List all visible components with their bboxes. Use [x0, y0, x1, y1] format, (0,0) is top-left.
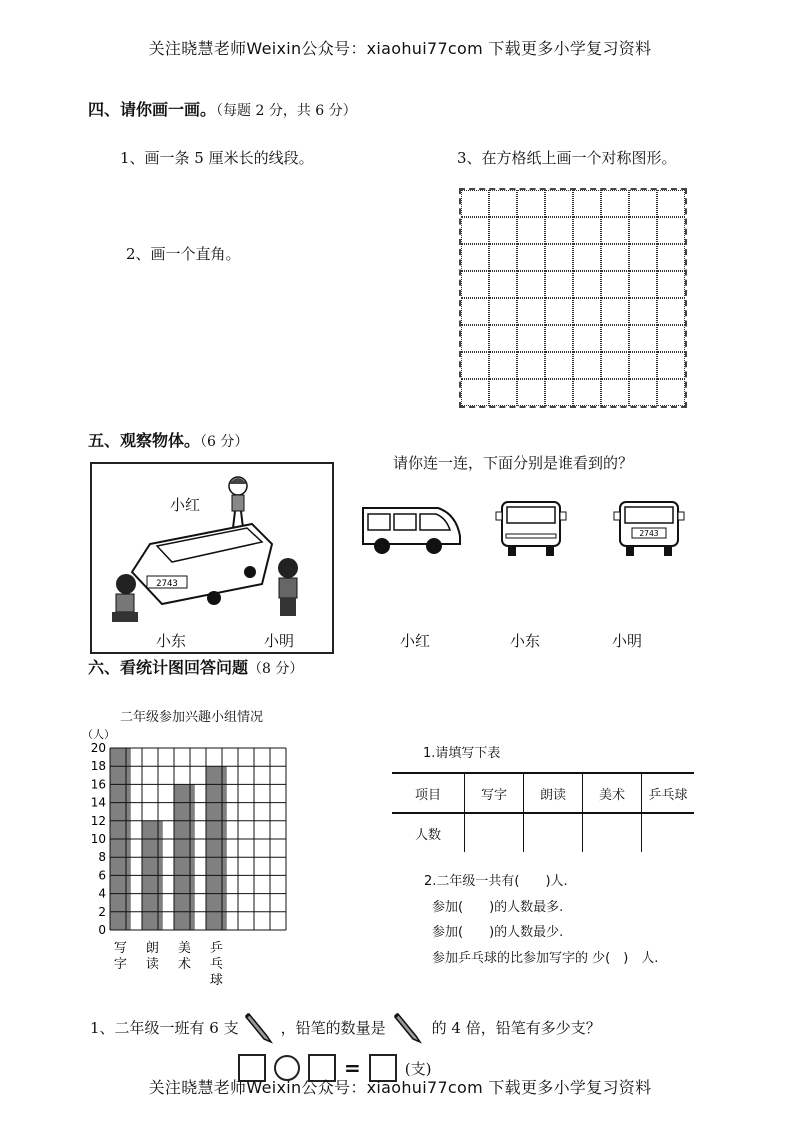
section6-points: （8 分） — [248, 661, 304, 677]
table-header-cell: 美术 — [583, 773, 642, 813]
grid-cell[interactable] — [461, 379, 489, 406]
y-tick-label: 18 — [90, 759, 106, 774]
grid-cell[interactable] — [629, 271, 657, 298]
bar-4 — [206, 766, 227, 930]
grid-cell[interactable] — [629, 352, 657, 379]
y-tick-label: 0 — [98, 923, 106, 937]
bar-chart — [80, 722, 310, 992]
grid-cell[interactable] — [573, 244, 601, 271]
grid-cell[interactable] — [545, 298, 573, 325]
table-row-label: 人数 — [414, 827, 441, 843]
table-input-cell[interactable] — [524, 813, 583, 852]
table-header-cell: 项目 — [414, 787, 441, 803]
table-input-cell[interactable] — [642, 813, 695, 852]
grid-cell[interactable] — [657, 244, 685, 271]
grid-cell[interactable] — [545, 271, 573, 298]
y-tick-label: 20 — [90, 741, 106, 755]
table-header-cell: 乒乓球 — [642, 773, 695, 813]
y-tick-label: 6 — [98, 868, 106, 883]
word-problem — [90, 1010, 601, 1044]
y-tick-label: 16 — [90, 777, 106, 792]
boy-left-figure-icon — [112, 574, 138, 622]
bus-front-view-icon — [494, 498, 568, 560]
grid-cell[interactable] — [629, 190, 657, 217]
grid-cell[interactable] — [517, 190, 545, 217]
grid-cell[interactable] — [545, 190, 573, 217]
x-tick-label: 乓 — [209, 957, 223, 972]
answer-label-xiaohong: 小红 — [400, 632, 431, 650]
y-tick-label: 10 — [90, 832, 106, 846]
question-4-3: 3、在方格纸上画一个对称图形。 — [457, 149, 677, 167]
table-header-cell: 写字 — [465, 773, 524, 813]
section6-title: 六、看统计图回答问题 — [88, 658, 249, 677]
grid-cell[interactable] — [601, 352, 629, 379]
table-input-cell[interactable] — [583, 813, 642, 852]
grid-cell[interactable] — [545, 379, 573, 406]
section4-points: （每题 2 分，共 6 分） — [216, 103, 357, 119]
grid-cell[interactable] — [573, 190, 601, 217]
answer-label-xiaoming: 小明 — [612, 632, 643, 650]
grid-cell[interactable] — [657, 190, 685, 217]
y-tick-label: 8 — [98, 850, 106, 865]
x-tick-label: 美 — [177, 941, 191, 956]
scene-drawing — [92, 464, 332, 652]
section5-points: （6 分） — [200, 434, 249, 450]
boy-right-figure-icon — [278, 558, 298, 616]
grid-cell[interactable] — [629, 244, 657, 271]
grid-cell[interactable] — [573, 352, 601, 379]
grid-cell[interactable] — [601, 244, 629, 271]
section4-heading — [88, 97, 357, 120]
question-4-2: 2、画一个直角。 — [126, 245, 241, 263]
grid-cell[interactable] — [489, 298, 517, 325]
table-header-row — [392, 773, 694, 813]
grid-cell[interactable] — [573, 271, 601, 298]
back-view-plate: 2743 — [639, 529, 659, 538]
grid-cell[interactable] — [517, 352, 545, 379]
scene-label-xiaodong: 小东 — [156, 632, 187, 650]
grid-cell[interactable] — [601, 190, 629, 217]
q2-line-3: 参加( )的人数最少. — [432, 925, 564, 940]
y-tick-label: 2 — [98, 904, 106, 919]
grid-cell[interactable] — [489, 217, 517, 244]
grid-cell[interactable] — [545, 352, 573, 379]
grid-cell[interactable] — [461, 244, 489, 271]
grid-cell[interactable] — [573, 217, 601, 244]
y-tick-label: 14 — [90, 795, 106, 810]
x-tick-label: 球 — [209, 973, 223, 988]
table-prompt: 1.请填写下表 — [423, 746, 501, 761]
grid-cell[interactable] — [489, 379, 517, 406]
y-axis-label: （人） — [82, 728, 115, 741]
word-problem-part-c: 的 4 倍，铅笔有多少支？ — [431, 1018, 601, 1037]
grid-cell[interactable] — [461, 352, 489, 379]
x-tick-label: 术 — [177, 957, 191, 972]
grid-cell[interactable] — [489, 271, 517, 298]
q2-line-1: 2.二年级一共有( )人. — [424, 874, 568, 889]
stats-table — [392, 772, 694, 852]
grid-cell[interactable] — [657, 217, 685, 244]
grid-cell[interactable] — [629, 298, 657, 325]
grid-cell[interactable] — [573, 298, 601, 325]
grid-cell[interactable] — [573, 325, 601, 352]
section6-heading — [88, 655, 303, 678]
square-grid-paper — [459, 188, 687, 408]
scene-label-xiaoming: 小明 — [264, 632, 295, 650]
grid-cell[interactable] — [657, 271, 685, 298]
grid-cell[interactable] — [601, 298, 629, 325]
grid-cell[interactable] — [601, 271, 629, 298]
grid-cell[interactable] — [461, 271, 489, 298]
grid-cell[interactable] — [461, 217, 489, 244]
grid-cell[interactable] — [489, 190, 517, 217]
table-input-cell[interactable] — [465, 813, 524, 852]
table-row — [392, 813, 694, 852]
grid-cell[interactable] — [573, 379, 601, 406]
grid-cell[interactable] — [601, 379, 629, 406]
section5-title: 五、观察物体。 — [88, 431, 201, 450]
section4-title: 四、请你画一画。 — [88, 100, 217, 119]
section5-instruction: 请你连一连，下面分别是谁看到的？ — [393, 454, 634, 472]
q2-line-2: 参加( )的人数最多. — [432, 900, 564, 915]
unit-label: (支) — [404, 1059, 432, 1078]
grid-cell[interactable] — [489, 325, 517, 352]
grid-cell[interactable] — [601, 217, 629, 244]
grid-cell[interactable] — [629, 217, 657, 244]
question-4-1: 1、画一条 5 厘米长的线段。 — [120, 149, 314, 167]
word-problem-part-b: ，铅笔的数量是 — [280, 1018, 386, 1037]
car-scene-icon — [132, 524, 272, 605]
grid-cell[interactable] — [601, 325, 629, 352]
grid-cell[interactable] — [657, 298, 685, 325]
scene-label-xiaohong: 小红 — [170, 496, 201, 514]
grid-cell[interactable] — [517, 379, 545, 406]
word-problem-part-a: 1、二年级一班有 6 支 — [90, 1018, 239, 1037]
x-tick-label: 写 — [113, 941, 127, 956]
grid-cell[interactable] — [461, 325, 489, 352]
grid-cell[interactable] — [517, 217, 545, 244]
q2-line-4: 参加乒乓球的比参加写字的 少( ) 人. — [432, 951, 659, 966]
grid-cell[interactable] — [489, 244, 517, 271]
bus-side-view-icon — [360, 498, 464, 558]
y-tick-label: 4 — [98, 886, 106, 901]
grid-cell[interactable] — [517, 298, 545, 325]
scene-plate: 2743 — [156, 579, 178, 589]
bus-back-view-icon — [612, 498, 686, 560]
y-tick-label: 12 — [90, 813, 106, 828]
header-watermark: 关注晓慧老师Weixin公众号：xiaohui77com 下载更多小学复习资料 — [148, 39, 652, 58]
x-tick-label: 乒 — [209, 941, 223, 956]
chart-title: 二年级参加兴趣小组情况 — [120, 710, 264, 725]
pencil-icon — [394, 1010, 424, 1044]
grid-cell[interactable] — [461, 190, 489, 217]
grid-cell[interactable] — [657, 352, 685, 379]
x-tick-label: 朗 — [145, 941, 159, 956]
grid-cell[interactable] — [657, 325, 685, 352]
grid-cell[interactable] — [461, 298, 489, 325]
girl-figure-icon — [229, 477, 247, 528]
answer-label-xiaodong: 小东 — [510, 632, 541, 650]
grid-cell[interactable] — [657, 379, 685, 406]
grid-cell[interactable] — [517, 244, 545, 271]
pencil-icon — [245, 1010, 275, 1044]
x-tick-label: 字 — [113, 957, 127, 972]
grid-cell[interactable] — [517, 325, 545, 352]
grid-cell[interactable] — [545, 244, 573, 271]
footer-watermark: 关注晓慧老师Weixin公众号：xiaohui77com 下载更多小学复习资料 — [148, 1078, 652, 1097]
grid-cell[interactable] — [489, 352, 517, 379]
grid-cell[interactable] — [629, 379, 657, 406]
section5-heading — [88, 428, 248, 451]
x-tick-label: 读 — [145, 957, 159, 972]
table-header-cell: 朗读 — [524, 773, 583, 813]
equals-sign: = — [344, 1056, 361, 1080]
grid-cell[interactable] — [517, 271, 545, 298]
grid-cell[interactable] — [545, 325, 573, 352]
scene-illustration — [90, 462, 334, 654]
grid-cell[interactable] — [545, 217, 573, 244]
grid-cell[interactable] — [629, 325, 657, 352]
